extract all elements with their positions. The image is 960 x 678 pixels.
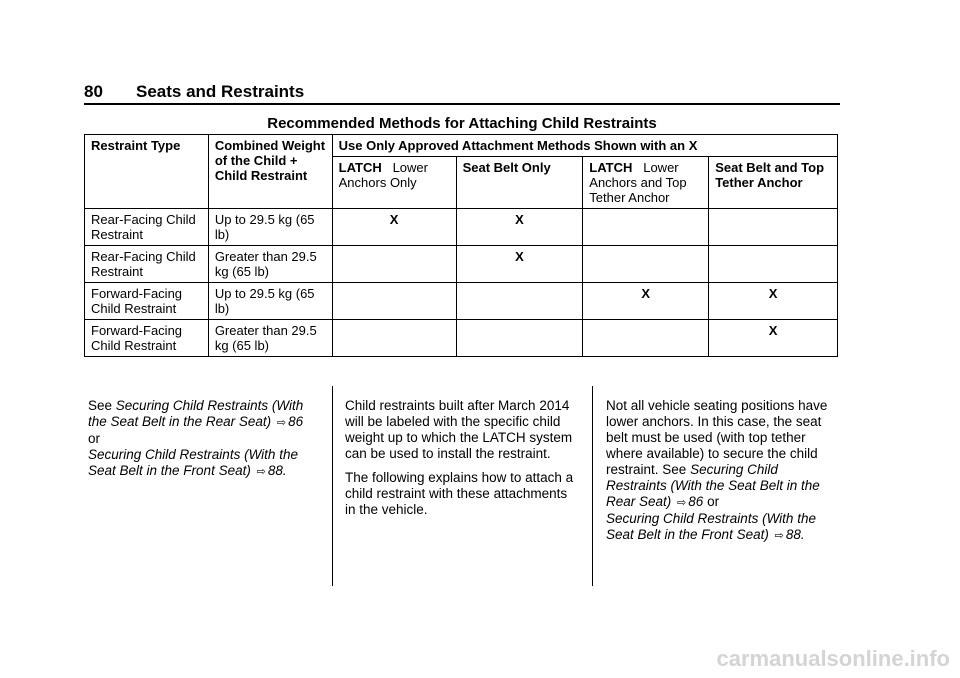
table-row xyxy=(85,283,838,320)
watermark: carmanualsonline.info xyxy=(716,646,950,671)
reference-link-rear-seat[interactable]: Securing Child Restraints (With the Seat Belt in the Rear Seat) xyxy=(88,398,304,429)
cell-seat-belt-only xyxy=(456,283,583,320)
cell-latch-top-tether xyxy=(583,246,709,283)
header-combined-weight: Combined Weight of the Child + Child Restraint xyxy=(208,135,332,209)
page-ref[interactable]: 86 xyxy=(688,494,704,509)
table-row xyxy=(85,320,838,357)
cell-weight: Up to 29.5 kg (65 lb) xyxy=(208,283,332,320)
cell-seat-belt-only xyxy=(456,320,583,357)
header-seat-belt-only: Seat Belt Only xyxy=(456,157,583,209)
cell-latch-lower xyxy=(332,246,456,283)
cell-seat-belt-top-tether xyxy=(709,246,838,283)
reference-link-front-seat[interactable]: Securing Child Restraints (With the Seat Belt in the Front Seat) xyxy=(606,511,816,542)
cell-weight: Up to 29.5 kg (65 lb) xyxy=(208,209,332,246)
table-caption: Recommended Methods for Attaching Child Restraints xyxy=(267,115,657,132)
cell-latch-top-tether: X xyxy=(583,283,709,320)
page-arrow-icon: ⇨ xyxy=(774,530,784,542)
cell-latch-top-tether xyxy=(583,209,709,246)
see-text: See xyxy=(88,398,113,413)
column-1 xyxy=(88,398,324,488)
header-rule xyxy=(84,103,840,105)
page-arrow-icon: ⇨ xyxy=(256,466,266,478)
cell-latch-top-tether xyxy=(583,320,709,357)
reference-link-rear-seat[interactable]: Securing Child Restraints (With the Seat Belt in the Rear Seat) xyxy=(606,462,820,509)
page-arrow-icon: ⇨ xyxy=(677,497,687,509)
cell-seat-belt-top-tether xyxy=(709,209,838,246)
or-text: or xyxy=(707,494,720,509)
column-divider xyxy=(592,386,593,586)
cell-seat-belt-only: X xyxy=(456,246,583,283)
header-restraint-type: Restraint Type xyxy=(85,135,209,209)
child-restraint-table xyxy=(84,134,838,357)
cell-weight: Greater than 29.5 kg (65 lb) xyxy=(208,320,332,357)
column-2 xyxy=(345,398,581,526)
header-seat-belt-top-tether: Seat Belt and Top Tether Anchor xyxy=(709,157,838,209)
reference-link-front-seat[interactable]: Securing Child Restraints (With the Seat Belt in the Front Seat) xyxy=(88,447,298,478)
page-ref[interactable]: 88. xyxy=(267,463,287,478)
cell-restraint-type: Rear-Facing Child Restraint xyxy=(85,246,209,283)
cell-seat-belt-only: X xyxy=(456,209,583,246)
table-header-row xyxy=(85,135,838,157)
cell-latch-lower xyxy=(332,283,456,320)
page-ref[interactable]: 88. xyxy=(785,527,805,542)
paragraph: Child restraints built after March 2014 will be labeled with the specific child weight up to which the LATCH system can be used to install the restraint. xyxy=(345,398,573,461)
cell-seat-belt-top-tether: X xyxy=(709,283,838,320)
page-number: 80 xyxy=(84,82,103,101)
table-row xyxy=(85,209,838,246)
page-header xyxy=(84,82,840,102)
method-text: Lower Anchors Only xyxy=(338,160,428,190)
cross-reference-paragraph xyxy=(88,398,324,480)
cell-seat-belt-top-tether: X xyxy=(709,320,838,357)
latch-label: LATCH xyxy=(589,160,633,175)
cell-weight: Greater than 29.5 kg (65 lb) xyxy=(208,246,332,283)
cell-restraint-type: Forward-Facing Child Restraint xyxy=(85,283,209,320)
or-text: or xyxy=(88,431,101,446)
section-title: Seats and Restraints xyxy=(136,82,305,101)
header-latch-lower-anchors xyxy=(332,157,456,209)
column-divider xyxy=(332,386,333,586)
page-ref[interactable]: 86 xyxy=(288,414,304,429)
paragraph: The following explains how to attach a child restraint with these attachments in the vehicle. xyxy=(345,470,574,517)
header-latch-top-tether xyxy=(583,157,709,209)
cell-latch-lower: X xyxy=(332,209,456,246)
cell-latch-lower xyxy=(332,320,456,357)
cell-restraint-type: Forward-Facing Child Restraint xyxy=(85,320,209,357)
method-text: Lower Anchors and Top Tether Anchor xyxy=(589,160,687,205)
header-use-only: Use Only Approved Attachment Methods Shown with an X xyxy=(332,135,837,157)
paragraph xyxy=(606,398,842,544)
page-arrow-icon: ⇨ xyxy=(276,417,287,429)
latch-label: LATCH xyxy=(338,160,382,175)
table-row xyxy=(85,246,838,283)
column-3 xyxy=(606,398,842,552)
cell-restraint-type: Rear-Facing Child Restraint xyxy=(85,209,209,246)
body-text: Not all vehicle seating positions have lower anchors. In this case, the seat belt must be used (with top tether where available) to secure the child restraint. See xyxy=(606,398,828,477)
